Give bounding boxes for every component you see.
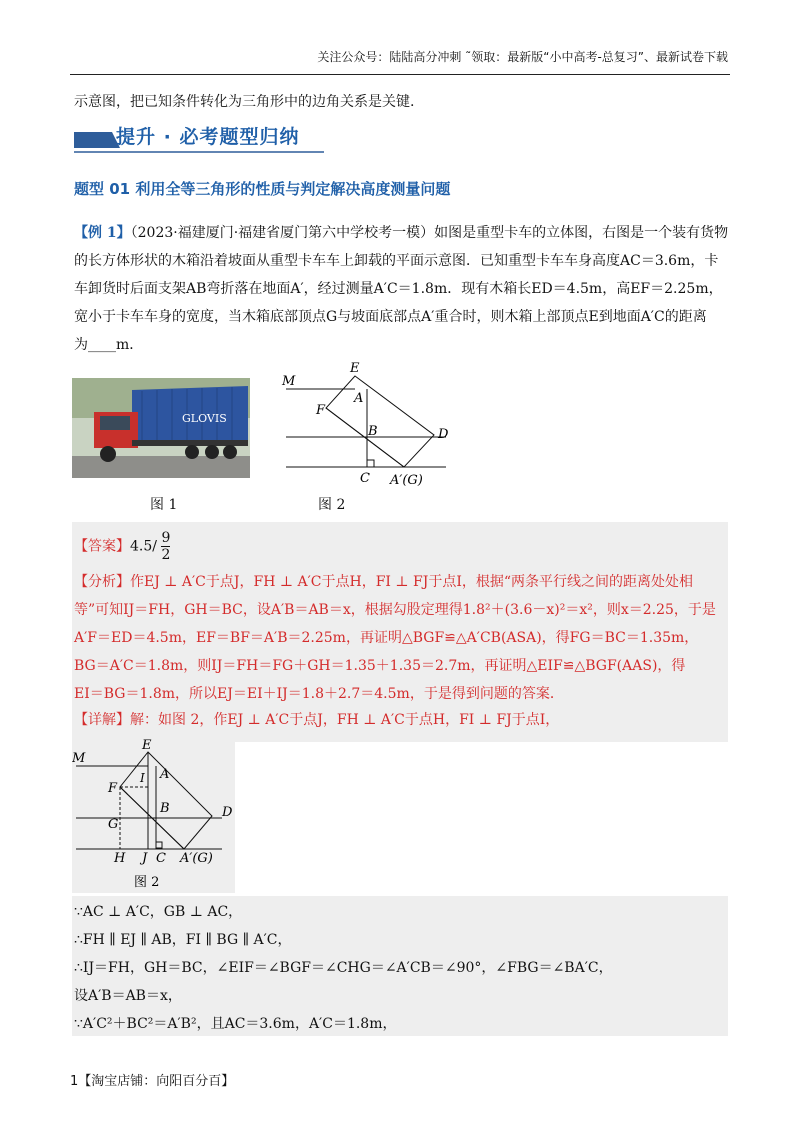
page-header: 关注公众号：陆陆高分冲刺 ˜领取：最新版“小中高考-总复习”、最新试卷下载 [317,50,728,64]
sol-label-D: D [222,805,233,820]
example-line-3: 车卸货时后面支架AB弯折落在地面A′，经过测量A′C＝1.8m．现有木箱长ED＝4.5m，高EF＝2.25m， [74,281,723,297]
intro-text: 示意图，把已知条件转化为三角形中的边角关系是关键. [74,94,415,110]
sol-label-A: A [160,767,170,782]
label-E: E [350,361,360,376]
label-A: A [354,391,364,406]
sol-label-E: E [142,738,152,753]
sol-label-G: G [108,817,119,832]
sol-figure-caption: 图 2 [134,875,160,890]
label-C: C [360,471,370,486]
sol-label-I: I [140,771,145,785]
sol-label-C: C [156,851,166,866]
analysis-line-1: 【分析】作EJ ⊥ A′C于点J，FH ⊥ A′C于点H，FI ⊥ FJ于点I，根据“两条平行线之间的距离处处相 [74,574,694,590]
label-B: B [368,424,378,439]
analysis-label: 【分析】 [74,574,130,590]
sol-label-M: M [72,751,86,766]
label-F: F [316,403,326,418]
detail-line-4: ∴IJ＝FH，GH＝BC，∠EIF＝∠BGF＝∠CHG＝∠A′CB＝∠90°，∠FBG＝∠BA′C， [74,960,613,976]
truck-photo [72,378,250,478]
label-A-prime-G: A′(G) [390,473,423,488]
example-line-4: 宽小于卡车车身的宽度，当木箱底部顶点G与坡面底部点A′重合时，则木箱上部顶点E到地面A′C的距离 [74,309,707,325]
example-block [74,219,734,359]
label-M: M [282,374,296,389]
detail-line-5: 设A′B＝AB＝x， [74,988,182,1004]
label-D: D [438,427,449,442]
example-line-1: 【例 1】（2023·福建厦门·福建省厦门第六中学校考一模）如图是重型卡车的立体图，右图是一个装有货物 [74,225,729,241]
page-footer: 1【淘宝店铺：向阳百分百】 [70,1074,235,1089]
banner-title: 提升 · 必考题型归纳 [116,126,300,148]
example-line-5: 为____m． [74,337,144,353]
sol-label-B: B [160,801,170,816]
figure2-caption: 图 2 [318,497,346,513]
detail-header [74,706,734,734]
photo-logo-text: GLOVIS [182,412,227,425]
answer-row [74,530,170,563]
example-label: 【例 1】 [74,225,131,241]
figure1-caption: 图 1 [150,497,178,513]
sol-label-A-prime-G: A′(G) [180,851,213,866]
analysis-block [74,568,734,708]
detail-block [74,898,734,1038]
analysis-line-4: BG＝A′C＝1.8m，则IJ＝FH＝FG＋GH＝1.35＋1.35＝2.7m，再证明△EIF≌△BGF(AAS)，得 [74,658,686,674]
figure2-diagram [278,358,478,488]
detail-label: 【详解】 [74,712,130,728]
analysis-line-3: A′F＝ED＝4.5m，EF＝BF＝A′B＝2.25m，再证明△BGF≌△A′CB(ASA)，得FG＝BC＝1.35m， [74,630,699,646]
section-banner [74,120,324,154]
detail-line-6: ∵A′C²＋BC²＝A′B²，且AC＝3.6m，A′C＝1.8m， [74,1016,397,1032]
sol-label-F: F [108,781,118,796]
answer-value: 4.5/ [130,538,157,555]
example-line-2: 的长方体形状的木箱沿着坡面从重型卡车车上卸载的平面示意图．已知重型卡车车身高度AC＝3.6m，卡 [74,253,719,269]
detail-line-2: ∵AC ⊥ A′C，GB ⊥ AC， [74,904,243,920]
answer-fraction: $\frac{9}{2}$ [161,530,171,563]
header-divider [70,74,730,75]
detail-line-1: 解：如图 2，作EJ ⊥ A′C于点J，FH ⊥ A′C于点H，FI ⊥ FJ于点I， [130,712,560,728]
sol-label-J: J [142,851,148,866]
section-title: 题型 01 利用全等三角形的性质与判定解决高度测量问题 [74,180,451,198]
solution-figure [72,738,235,893]
sol-label-H: H [114,851,126,866]
detail-line-3: ∴FH ∥ EJ ∥ AB，FI ∥ BG ∥ A′C， [74,932,292,948]
analysis-line-2: 等”可知IJ＝FH，GH＝BC，设A′B＝AB＝x，根据勾股定理得1.8²＋(3.6－x)²＝x²，则x＝2.25，于是 [74,602,716,618]
answer-label: 【答案】 [74,538,130,555]
analysis-line-5: EI＝BG＝1.8m，所以EJ＝EI＋IJ＝1.8＋2.7＝4.5m，于是得到问题的答案． [74,686,564,702]
